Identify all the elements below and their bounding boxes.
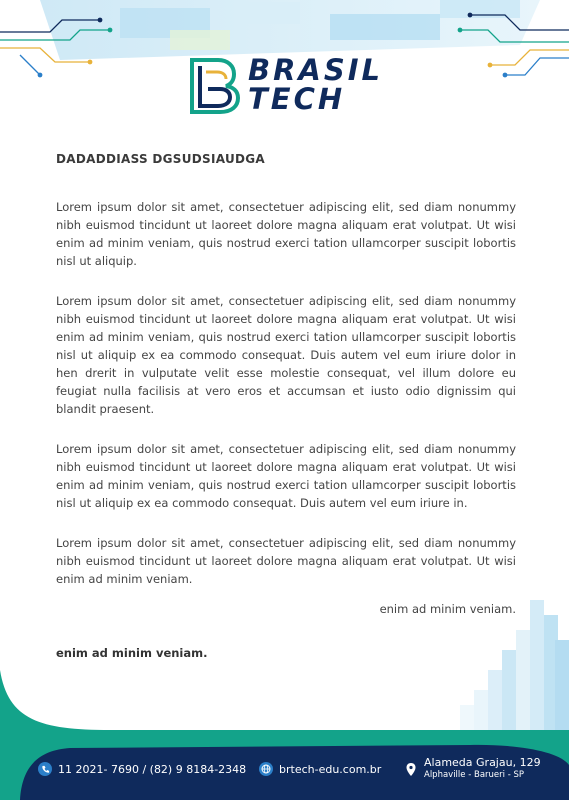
footer-phone [38,762,246,776]
paragraph-4: Lorem ipsum dolor sit amet, consectetuer adipiscing elit, sed diam nonummy nibh euismod tincidunt ut laoreet dolore magna aliquam erat volutpat. Ut wisi enim ad minim veniam. [56,536,516,586]
closing-line: enim ad minim veniam. [379,602,516,616]
logo-b-icon [184,54,244,120]
location-pin-icon [404,762,418,776]
brand-name [248,53,384,116]
phone-text: 11 2021- 7690 / (82) 9 8184-2348 [58,762,247,776]
paragraph-3: Lorem ipsum dolor sit amet, consectetuer adipiscing elit, sed diam nonummy nibh euismod tincidunt ut laoreet dolore magna aliquam erat volutpat. Ut wisi enim ad minim veniam, quis nostrud exerci tation ullamcorper suscipit lobortis nisl ut aliquip ex ea commodo consequat. Duis autem vel eum iriure in. [56,442,516,510]
letter-body [56,152,516,660]
footer-website[interactable] [259,762,381,776]
paragraph-1: Lorem ipsum dolor sit amet, consectetuer adipiscing elit, sed diam nonummy nibh euismod tincidunt ut laoreet dolore magna aliquam erat volutpat. Ut wisi enim ad minim veniam, quis nostrud exerci tation ullamcorper suscipit lobortis nisl ut aliquip. [56,200,516,268]
paragraph-2: Lorem ipsum dolor sit amet, consectetuer adipiscing elit, sed diam nonummy nibh euismod tincidunt ut laoreet dolore magna aliquam erat volutpat. Ut wisi enim ad minim veniam, quis nostrud exerci tation ullamcorper suscipit lobortis nisl ut aliquip ex ea commodo consequat. Duis autem vel eum iriure dolor in hen drerit in vulputate velit esse molestie consequat, vel illum dolore eu feugiat nulla facilisis at vero eros et accumsan et iusto odio dignissim qui blandit praesent. [56,294,516,416]
address-line-1: Alameda Grajau, 129 [424,756,541,769]
brand-logo [184,54,389,120]
footer-address [404,757,541,781]
website-text[interactable]: brtech-edu.com.br [279,762,382,776]
letter-heading: DADADDIASS DGSUDSIAUDGA [56,152,266,166]
signature: enim ad minim veniam. [56,646,208,660]
address-line-2: Alphaville - Barueri - SP [424,770,524,780]
globe-icon [259,762,273,776]
brand-line-2: TECH [248,82,346,116]
footer-contact [0,750,569,800]
phone-icon [38,762,52,776]
brand-line-1: BRASIL [248,53,384,87]
